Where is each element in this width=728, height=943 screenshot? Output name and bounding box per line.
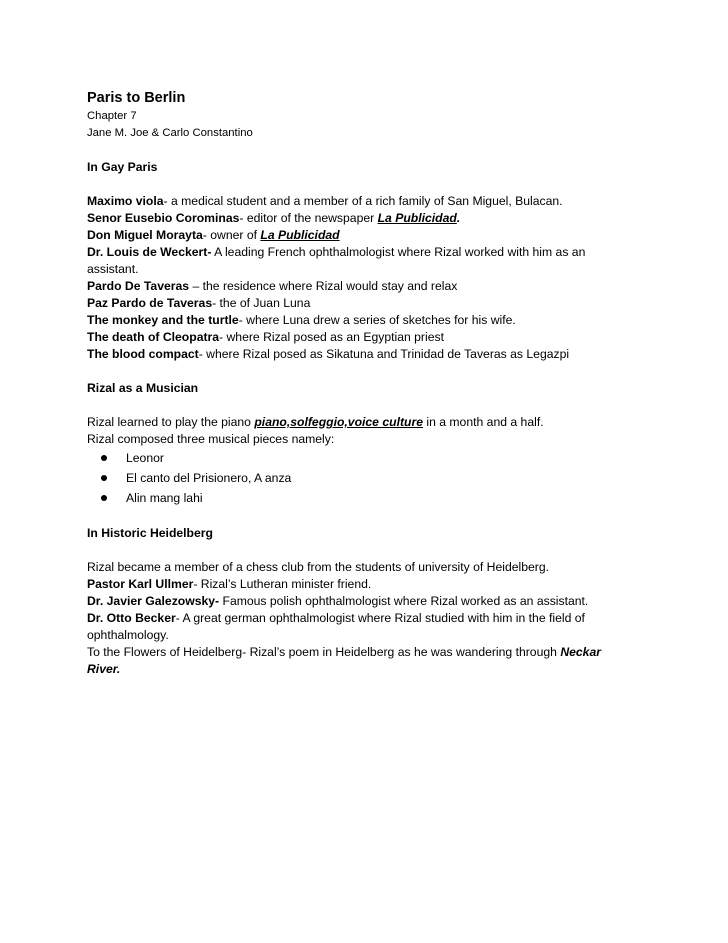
definition: - Rizal’s Lutheran minister friend. xyxy=(193,577,372,591)
paris-item-cleopatra xyxy=(87,329,647,346)
definition: A leading French ophthalmologist where Rizal worked with him as an xyxy=(211,245,586,259)
river-name: Neckar xyxy=(560,645,601,659)
musician-line-compositions: Rizal composed three musical pieces namely: xyxy=(87,432,335,446)
section-heading-paris: In Gay Paris xyxy=(87,160,158,174)
compositions-list xyxy=(87,448,647,508)
term: Don Miguel Morayta xyxy=(87,228,203,242)
chapter-label: Chapter 7 xyxy=(87,110,137,122)
list-item xyxy=(87,488,647,508)
term: Dr. Louis de Weckert- xyxy=(87,245,212,259)
document-page xyxy=(87,89,647,678)
term: Dr. Javier Galezowsky- xyxy=(87,594,220,608)
term: Pastor Karl Ullmer xyxy=(87,577,194,591)
definition: Famous polish ophthalmologist where Rizal worked as an assistant. xyxy=(219,594,589,608)
list-item-label: El canto del Prisionero, A anza xyxy=(126,471,292,485)
definition: - the of Juan Luna xyxy=(212,296,311,310)
spacer xyxy=(87,508,647,525)
paris-item-paz xyxy=(87,295,647,312)
spacer xyxy=(87,397,647,414)
term: Paz Pardo de Taveras xyxy=(87,296,213,310)
bullet-icon xyxy=(101,495,107,501)
spacer xyxy=(87,363,647,380)
paris-item-morayta xyxy=(87,227,647,244)
paris-item-pardo xyxy=(87,278,647,295)
paris-item-weckert-cont: assistant. xyxy=(87,262,139,276)
section-heading-heidelberg: In Historic Heidelberg xyxy=(87,526,213,540)
paris-item-monkey xyxy=(87,312,647,329)
spacer xyxy=(87,142,647,159)
heidelberg-item-becker-cont: ophthalmology. xyxy=(87,628,169,642)
term: Senor Eusebio Corominas xyxy=(87,211,240,225)
river-name: River. xyxy=(87,662,121,676)
spacer xyxy=(87,176,647,193)
heidelberg-poem-line xyxy=(87,644,647,661)
heidelberg-poem-cont xyxy=(87,661,647,678)
paris-item-blood-compact xyxy=(87,346,647,363)
newspaper-title: La Publicidad xyxy=(260,228,340,242)
definition: - owner of xyxy=(202,228,261,242)
list-item xyxy=(87,468,647,488)
definition: - where Rizal posed as Sikatuna and Trinidad de Taveras as Legazpi xyxy=(198,347,570,361)
text: Rizal learned to play the piano xyxy=(87,415,255,429)
definition: - where Rizal posed as an Egyptian priest xyxy=(219,330,444,344)
paris-item-corominas xyxy=(87,210,647,227)
text: To the Flowers of Heidelberg- Rizal’s poem in Heidelberg as he was wandering through xyxy=(87,645,561,659)
heidelberg-line-chess: Rizal became a member of a chess club from the students of university of Heidelberg. xyxy=(87,560,549,574)
punctuation: . xyxy=(456,211,461,225)
term: The death of Cleopatra xyxy=(87,330,220,344)
list-item xyxy=(87,448,647,468)
definition: - A great german ophthalmologist where Rizal studied with him in the field of xyxy=(175,611,585,625)
definition: - a medical student and a member of a rich family of San Miguel, Bulacan. xyxy=(163,194,563,208)
definition: – the residence where Rizal would stay and relax xyxy=(189,279,458,293)
section-heading-musician: Rizal as a Musician xyxy=(87,381,199,395)
definition: - editor of the newspaper xyxy=(239,211,378,225)
heidelberg-item-ullmer xyxy=(87,576,647,593)
paris-item-viola xyxy=(87,193,647,210)
music-subjects: piano,solfeggio,voice culture xyxy=(254,415,423,429)
list-item-label: Leonor xyxy=(126,451,164,465)
document-title: Paris to Berlin xyxy=(87,90,186,106)
bullet-icon xyxy=(101,475,107,481)
authors-line: Jane M. Joe & Carlo Constantino xyxy=(87,127,253,139)
list-item-label: Alin mang lahi xyxy=(126,491,203,505)
term: Maximo viola xyxy=(87,194,164,208)
heidelberg-item-galezowsky xyxy=(87,593,647,610)
definition: - where Luna drew a series of sketches for his wife. xyxy=(238,313,516,327)
term: The blood compact xyxy=(87,347,199,361)
spacer xyxy=(87,542,647,559)
term: The monkey and the turtle xyxy=(87,313,239,327)
paris-item-weckert xyxy=(87,244,647,261)
term: Pardo De Taveras xyxy=(87,279,190,293)
text: in a month and a half. xyxy=(422,415,544,429)
heidelberg-item-becker xyxy=(87,610,647,627)
bullet-icon xyxy=(101,455,107,461)
term: Dr. Otto Becker xyxy=(87,611,176,625)
musician-line-piano xyxy=(87,414,647,431)
newspaper-title: La Publicidad xyxy=(377,211,457,225)
